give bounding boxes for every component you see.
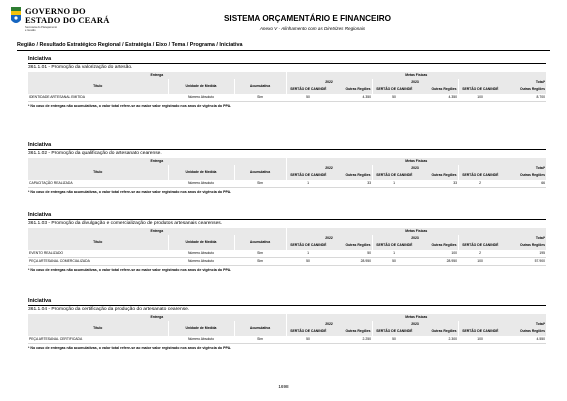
header-entrega: Entrega (28, 228, 286, 235)
cell-acumulativa: Sim (234, 336, 286, 344)
logo-subtext-line1: Secretaria do Planejamento (25, 26, 58, 29)
header-year-2023: 2023 (372, 235, 458, 241)
table-row (28, 94, 546, 102)
header-sertao-total: SERTÃO DE CANINDÉ (458, 241, 502, 250)
cell-sertao-total: 2 (458, 250, 502, 258)
breadcrumb: Região / Resultado Estratégico Regional / Estratégia / Eixo / Tema / Programa / Iniciativa (17, 42, 243, 48)
metas-table (28, 314, 546, 344)
page-number: 1698 (278, 384, 289, 389)
section-label: Iniciativa (28, 56, 52, 62)
table-row (28, 180, 546, 188)
header-outras-2023: Outras Regiões (416, 327, 458, 336)
header-entrega: Entrega (28, 314, 286, 321)
cell-sertao-2022: 50 (286, 257, 330, 265)
cell-acumulativa: Sim (234, 250, 286, 258)
header-unidade: Unidade de Medida (168, 235, 234, 250)
table-row (28, 336, 546, 344)
table-row (28, 250, 546, 258)
breadcrumb-divider (17, 50, 550, 51)
header-unidade: Unidade de Medida (168, 321, 234, 336)
header-sertao-2022: SERTÃO DE CANINDÉ (286, 327, 330, 336)
metas-table (28, 158, 546, 188)
cell-outras-2023: 28.950 (416, 257, 458, 265)
header-total: Total* (458, 79, 546, 85)
cell-titulo: PEÇA ARTESANAL CERTIFICADA (28, 336, 168, 344)
cell-sertao-2023: 1 (372, 250, 416, 258)
header-titulo: Título (28, 79, 168, 94)
initiative-title: 361.1.01 - Promoção da valorização do artesão. (28, 64, 133, 70)
header-year-2022: 2022 (286, 165, 372, 171)
cell-outras-2022: 2.250 (330, 336, 372, 344)
cell-acumulativa: Sim (234, 257, 286, 265)
cell-sertao-total: 100 (458, 94, 502, 102)
header-metas: Metas Físicas (286, 228, 546, 235)
initiative-section (28, 298, 546, 352)
header-sertao-total: SERTÃO DE CANINDÉ (458, 327, 502, 336)
header-total: Total* (458, 165, 546, 171)
cell-sertao-total: 100 (458, 336, 502, 344)
cell-unidade: Número Absoluto (168, 94, 234, 102)
header-acumulativa: Acumulativa (234, 235, 286, 250)
cell-outras-total: 4.550 (502, 336, 546, 344)
cell-outras-total: 195 (502, 250, 546, 258)
cell-sertao-2022: 1 (286, 180, 330, 188)
footnote: * No caso de entregas não acumulativas, o valor total refere-se ao maior valor registrado nos anos de vigência do PPA. (28, 103, 232, 108)
cell-outras-2023: 4.350 (416, 94, 458, 102)
header-sertao-2022: SERTÃO DE CANINDÉ (286, 85, 330, 94)
cell-unidade: Número Absoluto (168, 250, 234, 258)
cell-outras-2022: 50 (330, 250, 372, 258)
header-row-1 (28, 72, 546, 79)
header-outras-total: Outras Regiões (502, 85, 546, 94)
header-year-2022: 2022 (286, 321, 372, 327)
cell-sertao-2022: 50 (286, 336, 330, 344)
metas-table (28, 228, 546, 266)
header-outras-2022: Outras Regiões (330, 171, 372, 180)
page-header (0, 0, 567, 42)
header-entrega: Entrega (28, 158, 286, 165)
header-outras-total: Outras Regiões (502, 241, 546, 250)
cell-sertao-total: 100 (458, 257, 502, 265)
header-acumulativa: Acumulativa (234, 165, 286, 180)
header-year-2023: 2023 (372, 321, 458, 327)
header-year-2022: 2022 (286, 79, 372, 85)
header-sertao-2023: SERTÃO DE CANINDÉ (372, 327, 416, 336)
annex-subtitle: Anexo V - Alinhamento com as Diretrizes Regionais (259, 26, 366, 31)
logo-text-line2: ESTADO DO CEARÁ (25, 15, 110, 25)
header-titulo: Título (28, 165, 168, 180)
header-row-1 (28, 158, 546, 165)
header-titulo: Título (28, 235, 168, 250)
header-unidade: Unidade de Medida (168, 165, 234, 180)
header-metas: Metas Físicas (286, 314, 546, 321)
header-metas: Metas Físicas (286, 158, 546, 165)
header-sertao-2023: SERTÃO DE CANINDÉ (372, 171, 416, 180)
section-label: Iniciativa (28, 212, 52, 218)
section-label: Iniciativa (28, 142, 52, 148)
cell-titulo: PEÇA ARTESANAL COMERCIALIZADA (28, 257, 168, 265)
logo-subtext-line2: e Gestão (25, 29, 36, 32)
cell-sertao-2023: 50 (372, 257, 416, 265)
initiative-section (28, 212, 546, 274)
header-acumulativa: Acumulativa (234, 321, 286, 336)
header-sertao-2023: SERTÃO DE CANINDÉ (372, 241, 416, 250)
footnote: * No caso de entregas não acumulativas, o valor total refere-se ao maior valor registrado nos anos de vigência do PPA. (28, 267, 232, 272)
header-outras-total: Outras Regiões (502, 171, 546, 180)
initiative-section (28, 56, 546, 110)
header-sertao-2022: SERTÃO DE CANINDÉ (286, 171, 330, 180)
cell-sertao-total: 2 (458, 180, 502, 188)
header-outras-2022: Outras Regiões (330, 327, 372, 336)
metas-table (28, 72, 546, 102)
cell-outras-2023: 2.300 (416, 336, 458, 344)
cell-sertao-2022: 50 (286, 94, 330, 102)
cell-titulo: IDENTIDADE ARTESANAL EMITIDA (28, 94, 168, 102)
cell-titulo: EVENTO REALIZADO (28, 250, 168, 258)
header-total: Total* (458, 235, 546, 241)
header-row-1 (28, 228, 546, 235)
initiative-title: 361.1.04 - Promoção da certificação da produção do artesanato cearense. (28, 306, 190, 312)
header-sertao-2023: SERTÃO DE CANINDÉ (372, 85, 416, 94)
section-label: Iniciativa (28, 298, 52, 304)
cell-unidade: Número Absoluto (168, 336, 234, 344)
cell-outras-2022: 4.350 (330, 94, 372, 102)
header-unidade: Unidade de Medida (168, 79, 234, 94)
cell-unidade: Número Absoluto (168, 257, 234, 265)
header-outras-2022: Outras Regiões (330, 85, 372, 94)
footnote: * No caso de entregas não acumulativas, o valor total refere-se ao maior valor registrado nos anos de vigência do PPA. (28, 189, 232, 194)
initiative-title: 361.1.02 - Promoção da qualificação do artesanato cearense. (28, 150, 162, 156)
initiative-section (28, 142, 546, 196)
cell-titulo: CAPACITAÇÃO REALIZADA (28, 180, 168, 188)
header-outras-2023: Outras Regiões (416, 85, 458, 94)
header-outras-2023: Outras Regiões (416, 241, 458, 250)
cell-sertao-2022: 1 (286, 250, 330, 258)
header-outras-2022: Outras Regiões (330, 241, 372, 250)
header-sertao-2022: SERTÃO DE CANINDÉ (286, 241, 330, 250)
header-entrega: Entrega (28, 72, 286, 79)
cell-unidade: Número Absoluto (168, 180, 234, 188)
cell-outras-total: 66 (502, 180, 546, 188)
header-sertao-total: SERTÃO DE CANINDÉ (458, 85, 502, 94)
header-acumulativa: Acumulativa (234, 79, 286, 94)
header-total: Total* (458, 321, 546, 327)
cell-outras-2022: 28.950 (330, 257, 372, 265)
cell-outras-2023: 100 (416, 250, 458, 258)
cell-outras-total: 8.700 (502, 94, 546, 102)
header-titulo: Título (28, 321, 168, 336)
header-metas: Metas Físicas (286, 72, 546, 79)
header-sertao-total: SERTÃO DE CANINDÉ (458, 171, 502, 180)
cell-acumulativa: Sim (234, 94, 286, 102)
cell-sertao-2023: 50 (372, 336, 416, 344)
cell-outras-total: 57.900 (502, 257, 546, 265)
cell-sertao-2023: 50 (372, 94, 416, 102)
table-row (28, 257, 546, 265)
header-row-1 (28, 314, 546, 321)
header-year-2023: 2023 (372, 165, 458, 171)
cell-acumulativa: Sim (234, 180, 286, 188)
header-outras-2023: Outras Regiões (416, 171, 458, 180)
footnote: * No caso de entregas não acumulativas, o valor total refere-se ao maior valor registrado nos anos de vigência do PPA. (28, 345, 232, 350)
cell-sertao-2023: 1 (372, 180, 416, 188)
cell-outras-2022: 33 (330, 180, 372, 188)
cell-outras-2023: 33 (416, 180, 458, 188)
header-outras-total: Outras Regiões (502, 327, 546, 336)
logo-text-line1: GOVERNO DO (25, 6, 86, 16)
header-year-2022: 2022 (286, 235, 372, 241)
initiative-title: 361.1.03 - Promoção da divulgação e comercialização de produtos artesanais cearenses. (28, 220, 223, 226)
header-year-2023: 2023 (372, 79, 458, 85)
system-title: SISTEMA ORÇAMENTÁRIO E FINANCEIRO (223, 14, 392, 23)
